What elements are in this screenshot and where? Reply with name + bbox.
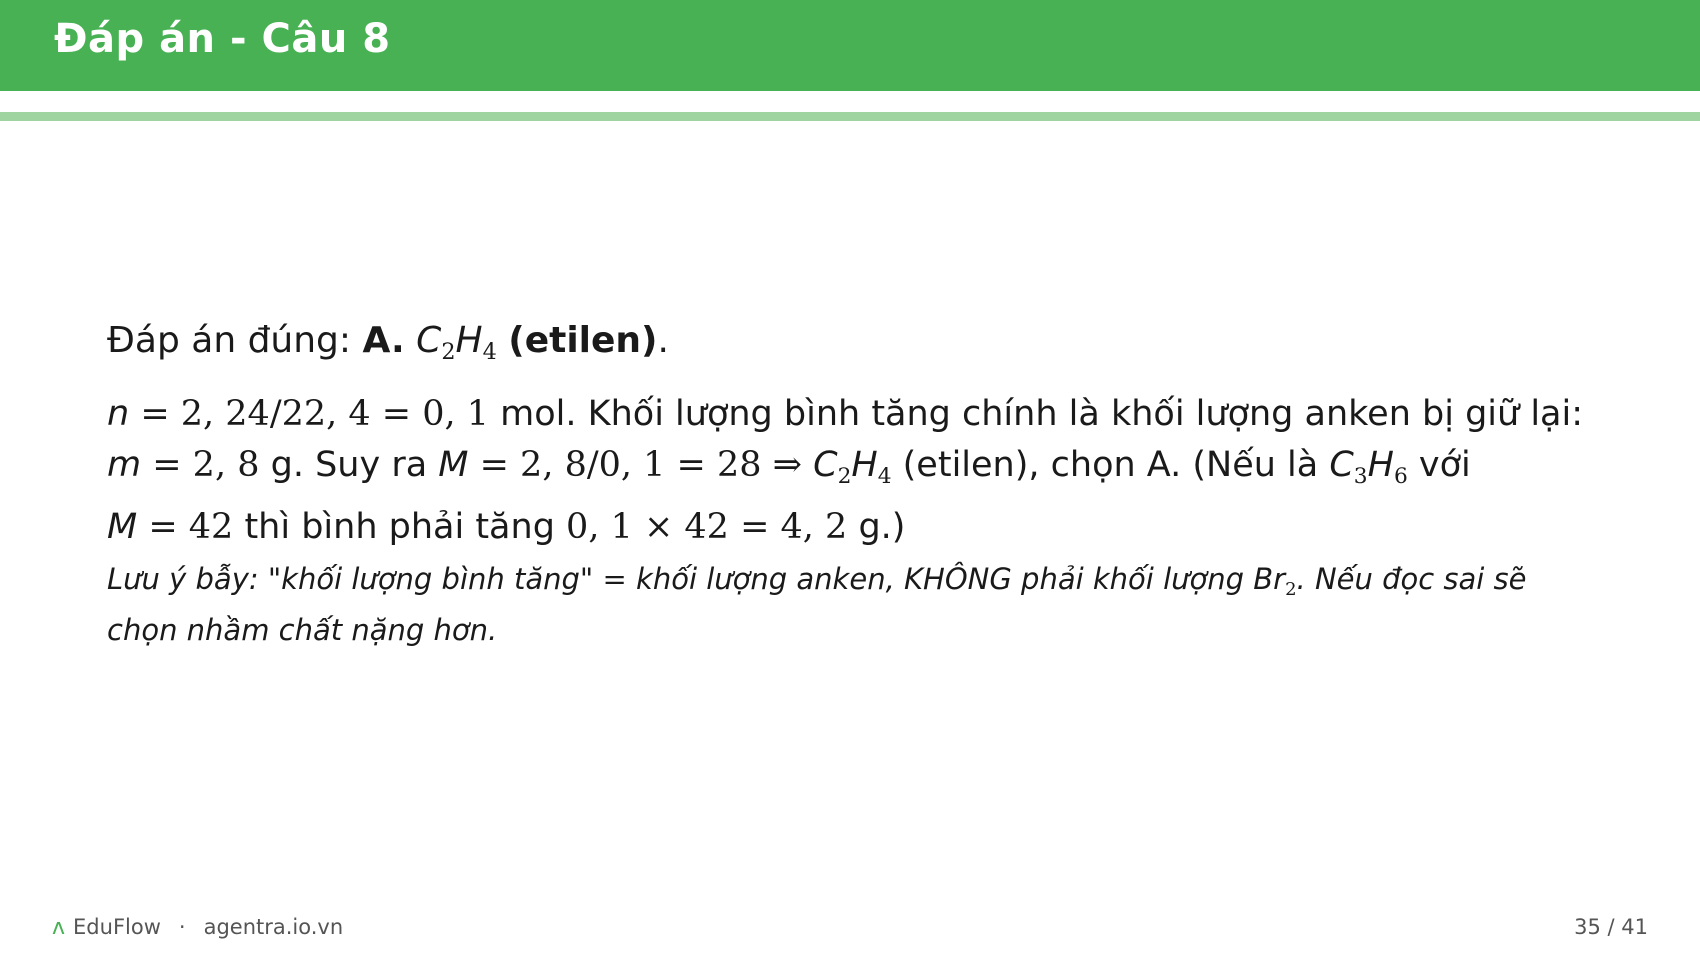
answer-formula: $C_2H_4$: [416, 320, 497, 366]
correct-answer-line: Đáp án đúng: A. $C_2H_4$ (etilen).: [107, 320, 669, 366]
slide-footer: [52, 915, 343, 940]
answer-choice: A.: [362, 320, 405, 361]
trap-note-line-1: Lưu ý bẫy: "khối lượng bình tăng" = khối lượng anken, KHÔNG phải khối lượng $Br_2$. Nếu đọc sai sẽ: [107, 562, 1527, 600]
answer-name: (etilen): [508, 320, 658, 361]
footer-separator: ·: [178, 915, 186, 939]
explanation-line-2: m = 2, 8 g. Suy ra M = 2, 8/0, 1 = 28 ⇒ $C_2H_4$ (etilen), chọn A. (Nếu là $C_3H_6$ với: [107, 445, 1471, 490]
slide-content: [107, 316, 1607, 651]
trap-note-line-2: chọn nhầm chất nặng hơn.: [107, 612, 498, 647]
page-number: 35 / 41: [1574, 915, 1648, 939]
slide-title: Đáp án - Câu 8: [54, 16, 391, 62]
header-accent-line: [0, 112, 1700, 121]
explanation-line-1: n = 2, 24/22, 4 = 0, 1 mol. Khối lượng bình tăng chính là khối lượng anken bị giữ lại:: [107, 394, 1584, 435]
answer-prefix: Đáp án đúng:: [107, 320, 352, 361]
slide-header: [0, 0, 1700, 91]
footer-site: agentra.io.vn: [203, 915, 344, 939]
trap-note: [107, 559, 1607, 651]
eduflow-logo-icon: ʌ: [52, 915, 66, 940]
footer-brand: EduFlow: [73, 915, 161, 939]
explanation-line-3: M = 42 thì bình phải tăng 0, 1 × 42 = 4, 2 g.): [107, 507, 906, 548]
